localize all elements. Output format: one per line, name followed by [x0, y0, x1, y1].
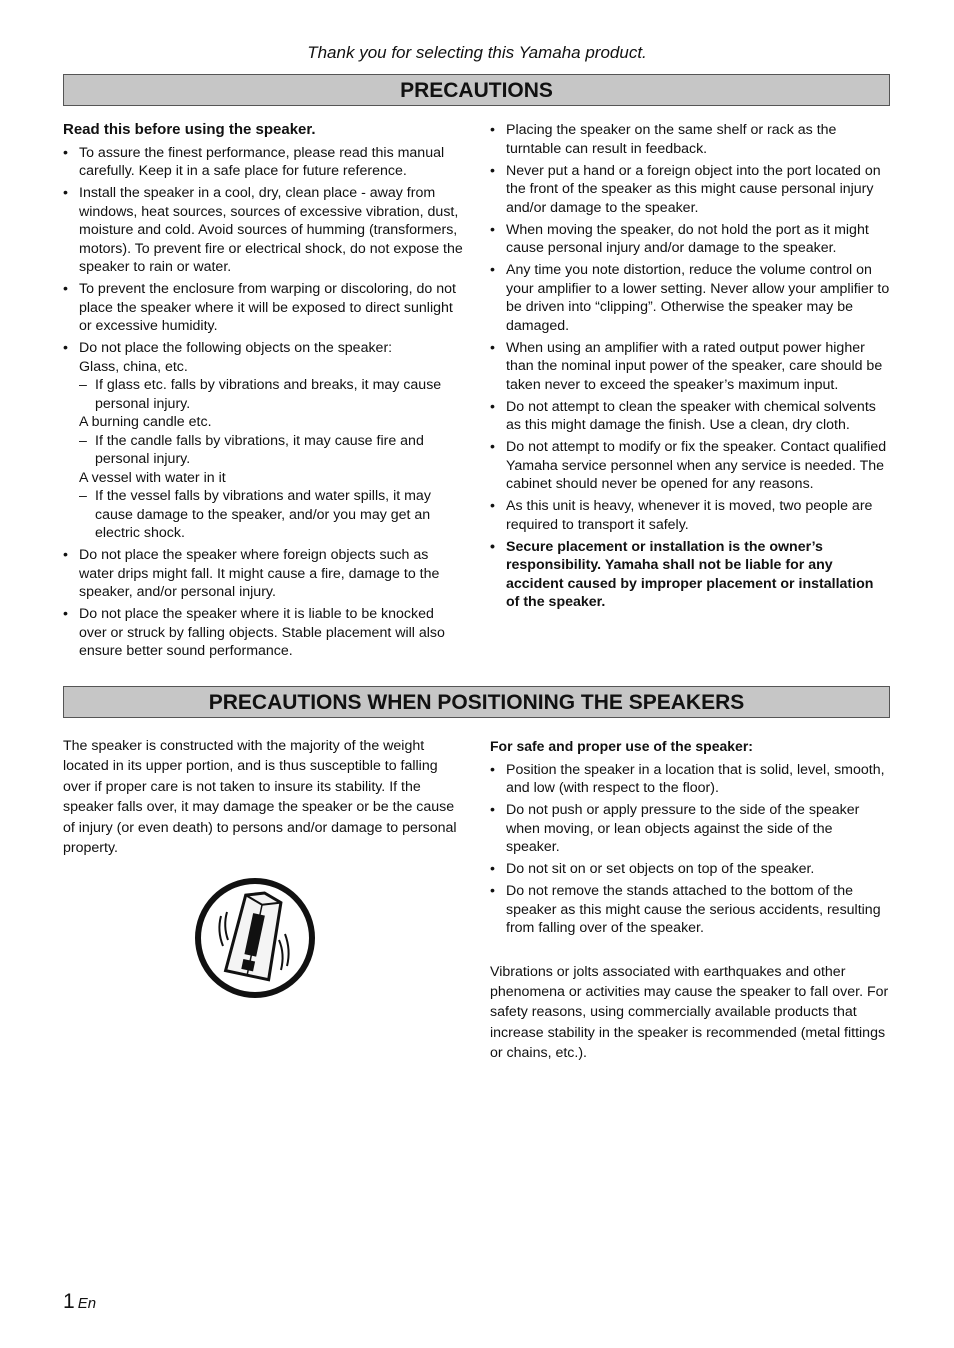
- language-code: En: [77, 1295, 97, 1312]
- object-candle-note: – If the candle falls by vibrations, it may cause fire and personal injury.: [79, 432, 463, 469]
- list-item: • Install the speaker in a cool, dry, clean place - away from windows, heat sources, sources of excessive vibration, dust, moisture and cold. Avoid sources of humming (transformers, motors). To prevent fire or electrical shock, do not expose the speaker to rain or water.: [63, 184, 463, 277]
- tagline: Thank you for selecting this Yamaha product.: [307, 43, 647, 62]
- speaker-tipping-warning-icon: [193, 876, 317, 1000]
- list-item: • Placing the speaker on the same shelf or rack as the turntable can result in feedback.: [490, 121, 890, 158]
- list-item: • Do not attempt to clean the speaker with chemical solvents as this might damage the finish. Use a clean, dry cloth.: [490, 398, 890, 435]
- list-item: • Do not place the speaker where foreign objects such as water drips might fall. It might cause a fire, damage to the speaker, and/or personal injury.: [63, 546, 463, 602]
- page-footer: [63, 1290, 96, 1314]
- object-candle: A burning candle etc.: [79, 414, 212, 430]
- positioning-subheading: For safe and proper use of the speaker:: [490, 738, 753, 754]
- precautions-heading: PRECAUTIONS: [63, 74, 890, 106]
- list-item: • Position the speaker in a location that is solid, level, smooth, and low (with respect to the floor).: [490, 761, 890, 798]
- object-vessel: A vessel with water in it: [79, 469, 226, 486]
- list-item: • Do not push or apply pressure to the side of the speaker when moving, or lean objects against the side of the speaker.: [490, 801, 890, 857]
- list-item: • Any time you note distortion, reduce the volume control on your amplifier to a lower setting. Never allow your amplifier to be driven into “clipping”. Otherwise the speaker may be damaged.: [490, 261, 890, 335]
- list-item: • To prevent the enclosure from warping or discoloring, do not place the speaker where it will be exposed to direct sunlight or excessive humidity.: [63, 280, 463, 336]
- list-item: • As this unit is heavy, whenever it is moved, two people are required to transport it safely.: [490, 497, 890, 534]
- precautions-left-column: [63, 121, 463, 664]
- precautions-subheading: Read this before using the speaker.: [63, 121, 316, 138]
- positioning-left-column: [63, 736, 463, 858]
- positioning-paragraph: The speaker is constructed with the majority of the weight located in its upper portion, and is thus susceptible to falling over if proper care is not taken to insure its stability. If the speaker falls over, it may damage the speaker or be the cause of injury (or even death) to persons and/or damage to personal property.: [63, 738, 457, 857]
- precautions-right-column: [490, 121, 890, 615]
- list-item: • To assure the finest performance, please read this manual carefully. Keep it in a safe place for future reference.: [63, 144, 463, 181]
- list-item: • Never put a hand or a foreign object into the port located on the front of the speaker as this might cause personal injury and/or damage to the speaker.: [490, 162, 890, 218]
- closing-paragraph: Vibrations or jolts associated with earthquakes and other phenomena or activities may cause the speaker to fall over. For safety reasons, using commercially available products that increase stability in the speaker is recommended (metal fittings or chains, etc.).: [490, 963, 889, 1062]
- page-number: 1: [63, 1290, 75, 1313]
- precautions-left-list: [63, 144, 463, 661]
- precautions-right-list: [490, 121, 890, 612]
- list-item: • Do not attempt to modify or fix the speaker. Contact qualified Yamaha service personnel when any service is needed. The cabinet should never be opened for any reasons.: [490, 438, 890, 494]
- positioning-heading: PRECAUTIONS WHEN POSITIONING THE SPEAKERS: [63, 686, 890, 718]
- list-item: • Do not remove the stands attached to the bottom of the speaker as this might cause the serious accidents, resulting from falling over of the speaker.: [490, 882, 890, 938]
- list-item: • When using an amplifier with a rated output power higher than the nominal input power of the speaker, care should be taken never to exceed the speaker’s maximum input.: [490, 339, 890, 395]
- list-item-objects: [63, 339, 463, 543]
- list-item: • Do not sit on or set objects on top of the speaker.: [490, 860, 890, 879]
- object-glass: Glass, china, etc.: [79, 358, 188, 375]
- positioning-list: [490, 761, 890, 938]
- positioning-right-column: [490, 737, 890, 1064]
- list-item: • When moving the speaker, do not hold the port as it might cause personal injury and/or damage to the speaker.: [490, 221, 890, 258]
- list-item: • Do not place the speaker where it is liable to be knocked over or struck by falling objects. Stable placement will also ensure better sound performance.: [63, 605, 463, 661]
- list-item-liability: • Secure placement or installation is the owner’s responsibility. Yamaha shall not be liable for any accident caused by improper placement or installation of the speaker.: [490, 538, 890, 612]
- objects-intro: • Do not place the following objects on the speaker:: [79, 340, 393, 356]
- object-vessel-note: – If the vessel falls by vibrations and water spills, it may cause damage to the speaker, and/or you may get an electric shock.: [79, 487, 463, 543]
- object-glass-note: – If glass etc. falls by vibrations and breaks, it may cause personal injury.: [79, 376, 463, 413]
